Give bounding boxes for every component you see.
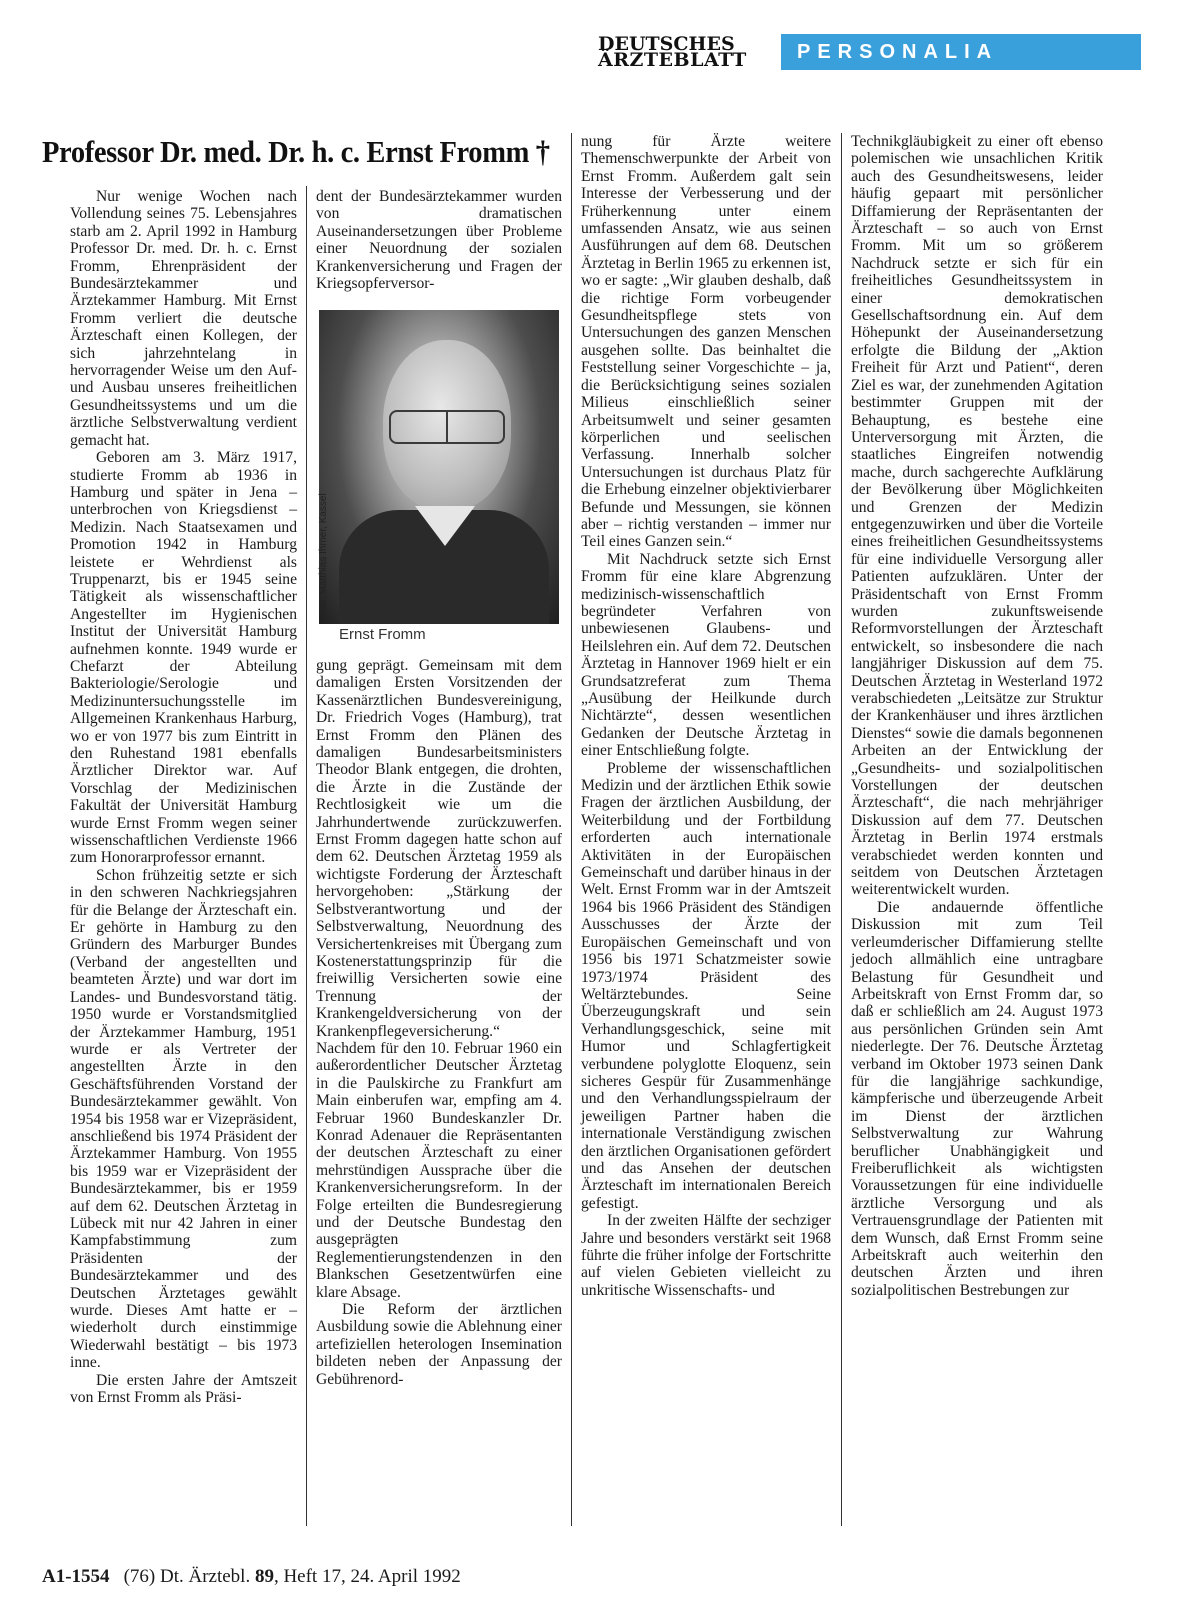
column-divider — [571, 133, 572, 1526]
article-column-3 — [581, 133, 831, 1299]
column-divider — [841, 133, 842, 1526]
article-headline: Professor Dr. med. Dr. h. c. Ernst Fromm † — [42, 134, 550, 169]
column-divider — [306, 186, 307, 1526]
journal-masthead — [598, 33, 747, 71]
article-column-2-top — [316, 188, 562, 292]
paragraph: Schon frühzeitig setzte er sich in den schweren Nachkriegsjahren für die Belange der Ärzteschaft ein. Er gehörte in Hamburg zu den Gründern des Marburger Bundes (Verband der angestellten und beamteten Ärzte) und war dort im Landes- und Bundesvorstand tätig. 1950 wurde er Vorstandsmitglied der Ärztekammer Hamburg, 1951 wurde er als Vertreter der angestellten Ärzte in den Geschäftsführenden Vorstand der Bundesärztekammer gewählt. Von 1954 bis 1958 war er Vizepräsident, anschließend bis 1974 Präsident der Ärztekammer Hamburg. Von 1955 bis 1959 war er Vizepräsident der Bundesärztekammer, bis er 1959 auf dem 62. Deutschen Ärztetag in Lübeck mit nur 42 Jahren in einer Kampfabstimmung zum Präsidenten der Bundesärztekammer und des Deutschen Ärztetages gewählt wurde. Dieses Amt hatte er – wiederholt durch einstimmige Wiederwahl bestätigt – bis 1973 inne. — [70, 866, 297, 1372]
article-column-1 — [70, 188, 297, 1406]
paragraph: Probleme der wissenschaftlichen Medizin und der ärztlichen Ethik sowie Fragen der ärztlichen Ausbildung, der Weiterbildung und der Fortbildung erforderten auch internationale Aktivitäten in der Europäischen Gemeinschaft und darüber hinaus in der Welt. Ernst Fromm war in der Amtszeit 1964 bis 1966 Präsident des Ständigen Ausschusses der Ärzte der Europäischen Gemeinschaft und von 1956 bis 1971 Schatzmeister sowie 1973/1974 Präsident des Weltärztebundes. Seine Überzeugungskraft und sein Verhandlungsgeschick, seine mit Humor und Schlagfertigkeit verbundene polyglotte Eloquenz, sein sicheres Gespür für Zusammenhänge und den Verhandlungsspielraum der jeweiligen Partner haben die internationale Verständigung zwischen den ärztlichen Organisationen gefördert und das Ansehen der deutschen Ärzteschaft im internationalen Bereich gefestigt. — [581, 759, 831, 1212]
issue-suffix: , Heft 17, 24. April 1992 — [273, 1566, 461, 1587]
page-footer — [42, 1566, 461, 1588]
page-code: A1-1554 — [42, 1566, 110, 1587]
paragraph: Nur wenige Wochen nach Vollendung seines 75. Lebensjahres starb am 2. April 1992 in Hamburg Professor Dr. med. Dr. h. c. Ernst Fromm, Ehrenpräsident der Bundesärztekammer und Ärztekammer Hamburg. Mit Ernst Fromm verliert die deutsche Ärzteschaft einen Kollegen, der sich jahrzehntelang in hervorragender Weise um den Auf- und Ausbau unseres freiheitlichen Gesundheitssystems und um die ärztliche Selbstverwaltung verdient gemacht hat. — [70, 188, 297, 449]
paragraph: dent der Bundesärztekammer wurden von dramatischen Auseinandersetzungen über Probleme einer Neuordnung der sozialen Krankenversicherung und Fragen der Kriegsopferversor- — [316, 188, 562, 293]
article-column-4 — [851, 133, 1103, 1299]
paragraph: Technikgläubigkeit zu einer oft ebenso polemischen wie unsachlichen Kritik auch des Gesundheitswesens, leider häufig gepaart mit persönlicher Diffamierung der Repräsentanten der Ärzteschaft – so auch von Ernst Fromm. Mit um so größerem Nachdruck setzte er sich für ein freiheitliches Gesundheitssystem in einer demokratischen Gesellschaftsordnung ein. Auf dem Höhepunkt der Auseinandersetzung erfolgte die Bildung der „Aktion Freiheit für Arzt und Patient“, deren Ziel es war, der zunehmenden Agitation bestimmter Gruppen mit der Behauptung, es bestehe eine Unterversorgung mit Ärzten, die staatliches Eingreifen notwendig mache, durch sachgerechte Aufklärung der Bevölkerung über Möglichkeiten und Grenzen der Medizin entgegenzuwirken und über die Vorteile eines freiheitlichen Gesundheitssystems für eine individuelle Versorgung aller Patienten aufzuklären. Unter der Präsidentschaft von Ernst Fromm wurden zukunftsweisende Reformvorstellungen der Ärzteschaft entwickelt, so insbesondere die nach langjähriger Diskussion auf dem 75. Deutschen Ärztetag in Westerland 1972 verabschiedeten „Leitsätze zur Struktur der Krankenhäuser und ihres ärztlichen Dienstes“ sowie die damals begonnenen Arbeiten an der Entwicklung der „Gesundheits- und sozialpolitischen Vorstellungen der deutschen Ärzteschaft“, die nach mehrjähriger Diskussion auf dem 77. Deutschen Ärztetag in Berlin 1974 erstmals verabschiedet werden konnten und seitdem von Deutschen Ärztetagen weiterentwickelt wurden. — [851, 133, 1103, 899]
paragraph: Die andauernde öffentliche Diskussion mit zum Teil verleumderischer Diffamierung stellte jedoch allmählich eine untragbare Belastung für Gesundheit und Arbeitskraft von Ernst Fromm dar, so daß er schließlich am 24. August 1973 aus persönlichen Gründen sein Amt niederlegte. Der 76. Deutsche Ärztetag verband im Oktober 1973 seinen Dank für die langjährige sachkundige, kämpferische und überzeugende Arbeit im Dienst der ärztlichen Selbstverwaltung zur Wahrung beruflicher Unabhängigkeit und Freiberuflichkeit als wichtigsten Voraussetzungen für eine individuelle ärztliche Versorgung und als Vertrauensgrundlage der Patienten mit dem Wunsch, daß Ernst Fromm seine Arbeitskraft auch weiterhin den deutschen Ärzten und ihren sozialpolitischen Bestrebungen zur — [851, 898, 1103, 1299]
paragraph: Geboren am 3. März 1917, studierte Fromm ab 1936 in Hamburg und später in Jena – unterbrochen von Kriegsdienst – Medizin. Nach Staatsexamen und Promotion 1942 in Hamburg leistete er Wehrdienst als Truppenarzt, bis er 1945 seine Tätigkeit als wissenschaftlicher Angestellter im Hygienischen Institut der Universität Hamburg aufnehmen konnte. 1949 wurde er Chefarzt der Abteilung Bakteriologie/Serologie und Medizinuntersuchungsstelle im Allgemeinen Krankenhaus Harburg, wo er von 1977 bis zum Eintritt in den Ruhestand 1981 ebenfalls Ärztlicher Direktor war. Auf Vorschlag der Medizinischen Fakultät der Universität Hamburg wurde Ernst Fromm wegen seiner wissenschaftlichen Verdienste 1966 zum Honorarprofessor ernannt. — [70, 449, 297, 867]
paragraph: nung für Ärzte weitere Themenschwerpunkte der Arbeit von Ernst Fromm. Außerdem galt sein Interesse der Verbesserung und der Früherkennung unter einem umfassenden Ansatz, wie aus seinen Ausführungen auf dem 68. Deutschen Ärztetag in Berlin 1965 zu erkennen ist, wo er sagte: „Wir glauben deshalb, daß die richtige Form vorbeugender Gesundheitspflege stets von Untersuchungen des ganzen Menschen ausgehen sollte. Das beinhaltet die Feststellung seiner Vorgeschichte – ja, die Berücksichtigung seines sozialen Milieus einschließlich seiner Arbeitsumwelt und seiner gesamten körperlichen und seelischen Verfassung. Innerhalb solcher Untersuchungen ist durchaus Platz für die Erhebung einzelner objektivierbarer Befunde und Messungen, sie können aber – richtig verstanden – immer nur Teil eines Ganzen sein.“ — [581, 133, 831, 551]
paragraph: Mit Nachdruck setzte sich Ernst Fromm für eine klare Abgrenzung medizinisch-wissenschaftlich begründeter Verfahren von unbewiesenen Glaubens- und Heilslehren ein. Auf dem 72. Deutschen Ärztetag in Hannover 1969 hielt er ein Grundsatzreferat zum Thema „Ausübung der Heilkunde durch Nichtärzte“, dessen wesentlichen Gedanken der Deutsche Ärztetag in einer Entschließung folgte. — [581, 550, 831, 760]
masthead-line-1: DEUTSCHES — [598, 33, 735, 55]
paragraph: gung geprägt. Gemeinsam mit dem damaligen Ersten Vorsitzenden der Kassenärztlichen Bundesvereinigung, Dr. Friedrich Voges (Hamburg), trat Ernst Fromm den Plänen des damaligen Bundesarbeitsministers Theodor Blank entgegen, die drohten, die Ärzte in die Zustände der Rechtlosigkeit wie um die Jahrhundertwende zurückzuwerfen. Ernst Fromm dagegen hatte schon auf dem 62. Deutschen Ärztetag 1959 als wichtigste Forderung der Ärzteschaft hervorgehoben: „Stärkung der Selbstverantwortung und der Selbstverwaltung, Neuordnung des Versichertenkreises mit Übergang zum Kostenerstattungsprinzip für die freiwillig Versicherten sowie eine Trennung der Krankengeldversicherung von der Krankenpflegeversicherung.“ Nachdem für den 10. Februar 1960 ein außerordentlicher Deutscher Ärztetag in die Paulskirche zu Frankfurt am Main einberufen war, empfing am 4. Februar 1960 Bundeskanzler Dr. Konrad Adenauer die Repräsentanten der deutschen Ärzteschaft zu einer mehrstündigen Aussprache über die Krankenversicherungsreform. In der Folge erteilten die Bundesregierung und der Deutsche Bundestag den ausgeprägten Reglementierungstendenzen in den Blankschen Gesetzentwürfen eine klare Absage. — [316, 657, 562, 1301]
paragraph: Die Reform der ärztlichen Ausbildung sowie die Ablehnung einer artefiziellen heterologen Insemination bildeten neben der Anpassung der Gebührenord- — [316, 1301, 562, 1388]
photo-caption: Ernst Fromm — [339, 626, 426, 643]
volume-number: 89 — [254, 1566, 274, 1587]
masthead-line-2: ÄRZTEBLATT — [598, 49, 747, 71]
paragraph: Die ersten Jahre der Amtszeit von Ernst Fromm als Präsi- — [70, 1371, 297, 1407]
section-label: PERSONALIA — [781, 34, 1141, 70]
glasses-detail — [389, 410, 505, 444]
portrait-photo — [319, 310, 559, 624]
article-column-2-bottom — [316, 657, 562, 1388]
photo-credit: Foto: Matthias Ihmer, Kassel — [318, 493, 329, 620]
paragraph: In der zweiten Hälfte der sechziger Jahre und besonders verstärkt seit 1968 führte die früher infolge der Fortschritte auf vielen Gebieten vielleicht zu unkritische Wissenschafts- und — [581, 1212, 831, 1299]
issue-prefix: (76) Dt. Ärztebl. — [123, 1566, 251, 1587]
